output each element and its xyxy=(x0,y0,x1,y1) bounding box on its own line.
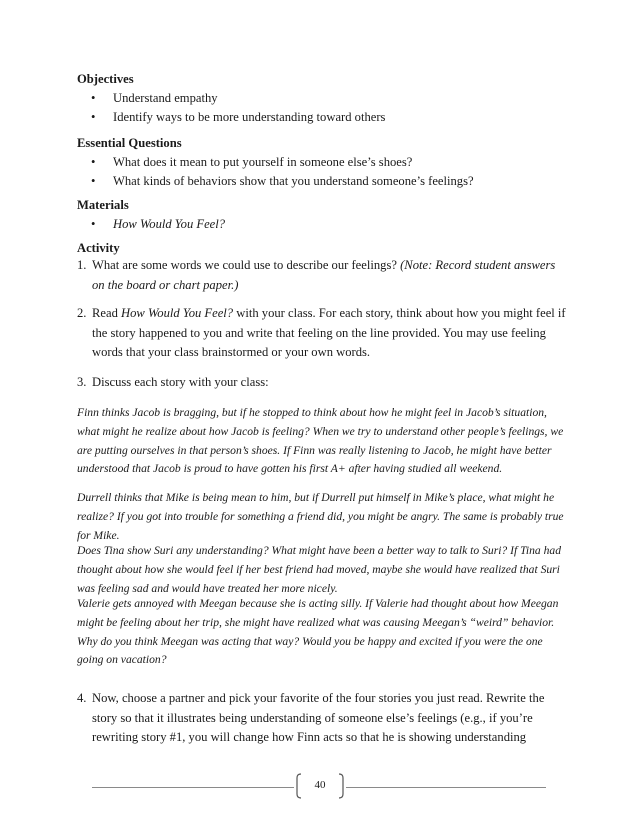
material-item-1 xyxy=(91,215,225,234)
step-text: What are some words we could use to describe our feelings? xyxy=(92,258,401,272)
question-text: What does it mean to put yourself in someone else’s shoes? xyxy=(113,155,413,169)
story-discussion-2: Durrell thinks that Mike is being mean to him, but if Durrell put himself in Mike’s place, what might he realize? If you got into trouble for something a friend did, you might be angry. The same is probably true for Mike. xyxy=(77,491,564,542)
right-bracket-icon xyxy=(338,773,344,799)
step-number: 1. xyxy=(77,258,87,272)
objective-text: Understand empathy xyxy=(113,91,218,105)
footer-rule-left xyxy=(92,787,294,788)
objective-text: Identify ways to be more understanding toward others xyxy=(113,110,386,124)
story-discussion-3: Does Tina show Suri any understanding? What might have been a better way to talk to Suri? If Tina had thought about how she would feel if her best friend had moved, maybe she would have realized that Suri was feeling sad and would have treated her more nicely. xyxy=(77,544,562,595)
step-number: 4. xyxy=(77,691,87,705)
step-text: with your class. For each story, think about how you might feel if the story happened to you and write that feeling on the line provided. You may use feeling words that your class brainstormed or your own words. xyxy=(92,306,566,359)
step-note: (Note: Record student answers on the board or chart paper.) xyxy=(92,258,556,292)
activity-step-4 xyxy=(77,689,567,748)
question-text: What kinds of behaviors show that you understand someone’s feelings? xyxy=(113,174,474,188)
question-item-1 xyxy=(91,153,412,172)
essential-questions-heading: Essential Questions xyxy=(77,136,182,150)
objective-item-2 xyxy=(91,108,385,127)
footer-rule-right xyxy=(346,787,546,788)
step-number: 2. xyxy=(77,306,87,320)
activity-step-2 xyxy=(77,304,567,363)
activity-step-3 xyxy=(77,373,567,393)
step-text: Discuss each story with your class: xyxy=(92,375,269,389)
story-discussion-1: Finn thinks Jacob is bragging, but if he stopped to think about how he might feel in Jacob’s situation, what might he realize about how Jacob is feeling? When we try to understand other people’s feelings, we are putting ourselves in that person’s shoes. If Finn was really listening to Jacob, he might have better understood that Jacob is proud to have gotten his first A+ after having studied all weekend. xyxy=(77,406,564,476)
step-text: Now, choose a partner and pick your favorite of the four stories you just read. Rewrite the story so that it illustrates being understanding of someone else’s feelings (e.g., if you’re rewriting story #1, you will change how Finn acts so that he is showing understanding xyxy=(92,691,545,744)
materials-heading: Materials xyxy=(77,198,129,212)
bullet-icon: • xyxy=(91,217,96,231)
material-text: How Would You Feel? xyxy=(113,217,226,231)
objectives-heading: Objectives xyxy=(77,72,134,86)
bullet-icon: • xyxy=(91,91,96,105)
bullet-icon: • xyxy=(91,110,96,124)
objective-item-1 xyxy=(91,89,218,108)
bullet-icon: • xyxy=(91,174,96,188)
page-number: 40 xyxy=(314,779,326,791)
step-text: Read xyxy=(92,306,122,320)
story-discussion-4: Valerie gets annoyed with Meegan because she is acting silly. If Valerie had thought about how Meegan might be feeling about her trip, she might have realized what was causing Meegan’s “weird” behavior. Why do you think Meegan was acting that way? Would you be happy and excited if you were the one going on vacation? xyxy=(77,597,559,667)
activity-step-1 xyxy=(77,256,567,295)
step-number: 3. xyxy=(77,375,87,389)
bullet-icon: • xyxy=(91,155,96,169)
activity-heading: Activity xyxy=(77,241,120,255)
question-item-2 xyxy=(91,172,474,191)
material-title: How Would You Feel? xyxy=(121,306,234,320)
